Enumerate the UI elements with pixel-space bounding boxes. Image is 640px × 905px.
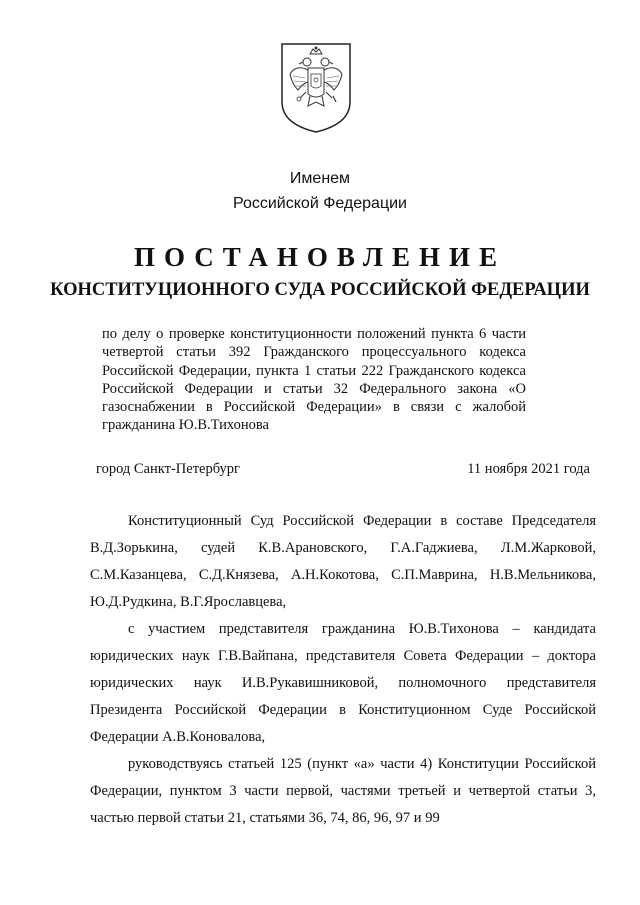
header-line-1: Именем [289,170,351,187]
paragraph: с участием представителя гражданина Ю.В.Тихонова – кандидата юридических наук Г.В.Вайпана, представителя Совета Федерации – доктора юридических наук И.В.Рукавишниковой, полномочного представителя Президента Российской Федерации в Конституционном Суде Российской Федерации А.В.Коновалова, [90,621,596,745]
date: 11 ноября 2021 года [467,461,590,477]
case-description: по делу о проверке конституционности положений пункта 6 части четвертой статьи 392 Гражданского процессуального кодекса Российской Федерации, пункта 1 статьи 222 Гражданского кодекса Российской Федерации и статьи 32 Федерального закона «О газоснабжении в Российской Федерации» в связи с жалобой гражданина Ю.В.Тихонова [102,326,526,434]
paragraph: руководствуясь статьей 125 (пункт «а» части 4) Конституции Российской Федерации, пунктом 3 части первой, частями третьей и четвертой статьи 3, частью первой статьи 21, статьями 36, 74, 86, 96, 97 и 99 [90,756,596,826]
header-line-2: Российской Федерации [233,195,407,212]
paragraph: Конституционный Суд Российской Федерации в составе Председателя В.Д.Зорькина, судей К.В.Арановского, Г.А.Гаджиева, Л.М.Жарковой, С.М.Казанцева, С.Д.Князева, А.Н.Кокотова, С.П.Маврина, Н.В.Мельникова, Ю.Д.Рудкина, В.Г.Ярославцева, [90,513,596,610]
russian-double-headed-eagle-icon [278,40,354,134]
document-body [90,508,596,832]
place: город Санкт-Петербург [96,461,241,477]
document-title: ПОСТАНОВЛЕНИЕ [133,242,507,272]
coat-of-arms [278,40,354,134]
document-subtitle: КОНСТИТУЦИОННОГО СУДА РОССИЙСКОЙ ФЕДЕРАЦИИ [50,280,590,300]
